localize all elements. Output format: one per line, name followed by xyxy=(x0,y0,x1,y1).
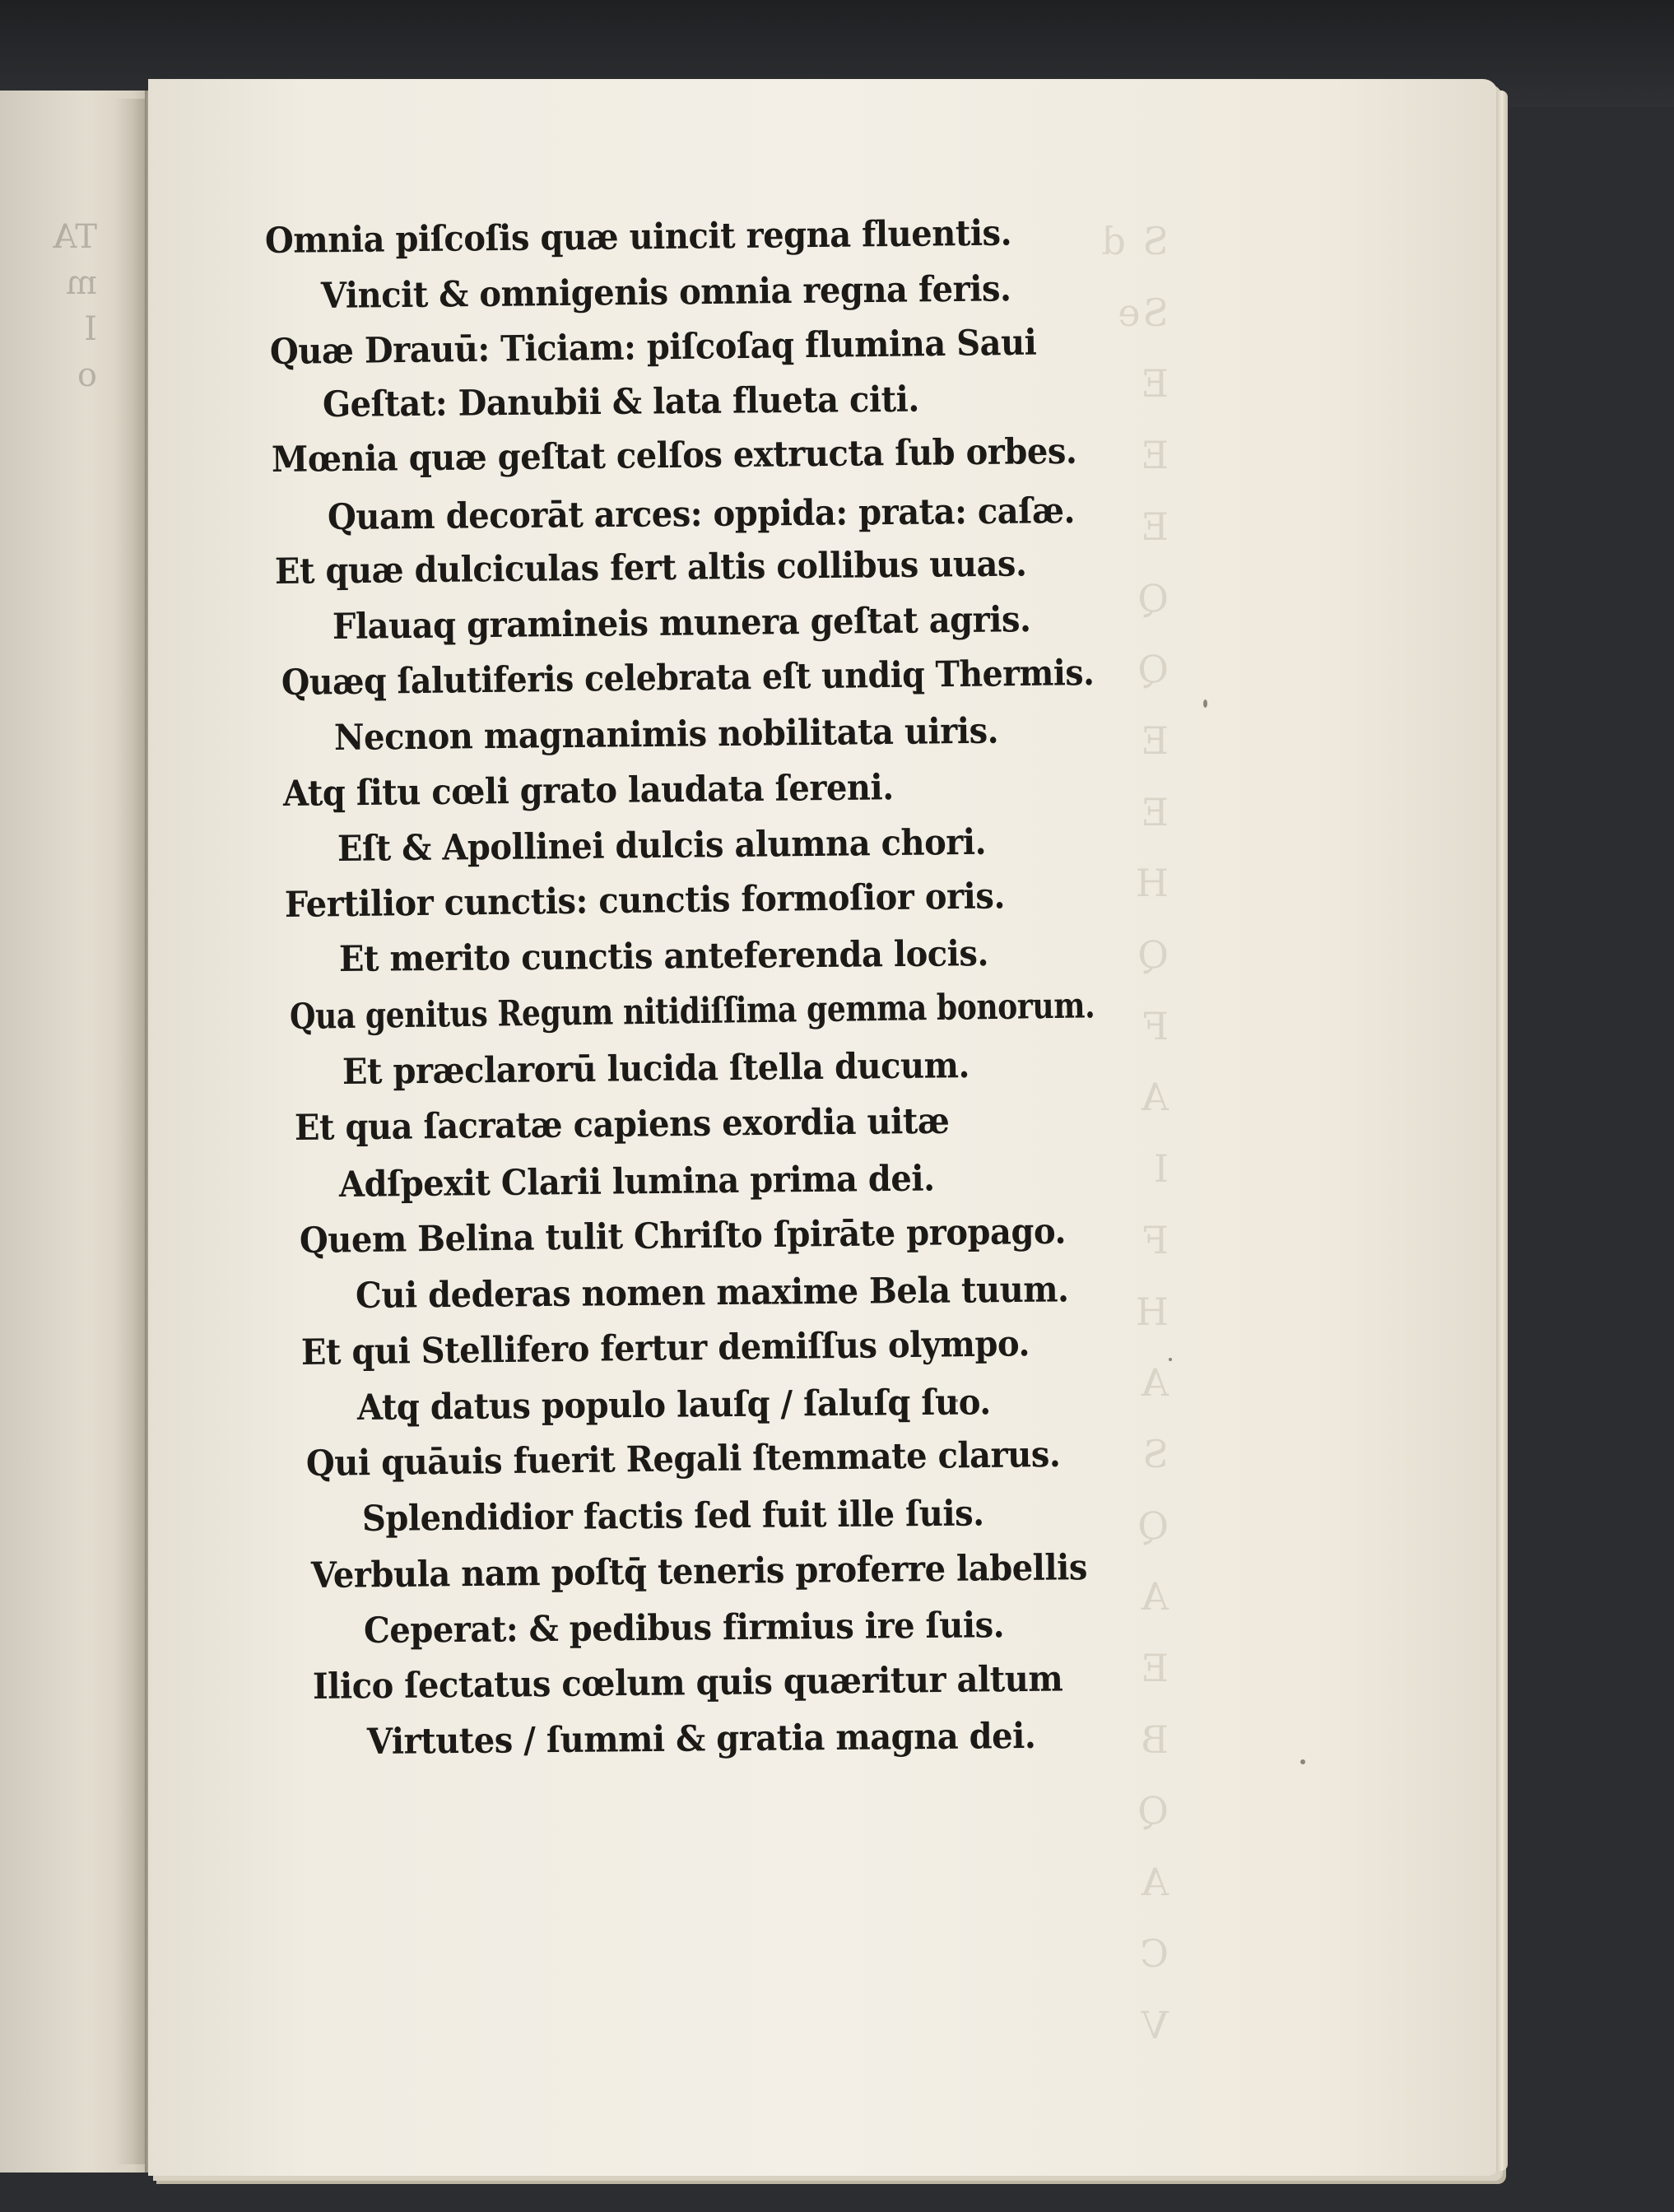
verse-line: Virtutes / ſummi & gratia magna dei. xyxy=(366,1715,1036,1763)
verse-line: Quæ Drauū: Ticiam: piſcoſaq̧ flumina Saui xyxy=(269,322,1037,373)
verse-line: Qua genitus Regum nitidiſſima gemma bonorum. xyxy=(289,985,1095,1038)
left-page-bleed-through: TA m I o xyxy=(53,218,97,394)
verse-line: Geſtat: Danubii & lata flueta citi. xyxy=(322,379,920,425)
verse-line: Eſt & Apollinei dulcis alumna chori. xyxy=(337,821,987,870)
verse-line: Et præclarorū lucida ſtella ducum. xyxy=(342,1045,970,1093)
verse-line: Mœnia quæ geſtat celſos extructa ſub orbes. xyxy=(271,430,1077,481)
verse-line: Et quæ dulciculas fert altis collibus uuas. xyxy=(274,543,1027,592)
verse-line: Et qui Stellifero fertur demiſſus olympo. xyxy=(300,1323,1030,1373)
verse-line: Quem Belina tulit Chriſto ſpirāte propago. xyxy=(299,1211,1067,1262)
verse-line: Quam decorāt arces: oppida: prata: caſæ. xyxy=(327,490,1076,538)
verse-line: Atq̧ datus populo lauſq̧ / ſaluſq̧ ſuo. xyxy=(356,1382,991,1429)
verse-line: Qui quāuis fuerit Regali ſtemmate clarus. xyxy=(305,1434,1061,1485)
verse-line: Verbula nam poſtq̄ teneris proferre labellis xyxy=(310,1547,1088,1596)
verse-line: Flauaq̧ gramineis munera geſtat agris. xyxy=(332,599,1031,648)
verse-line: Ilico ſectatus cœlum quis quæritur altum xyxy=(312,1658,1063,1708)
verse-line: Cui dederas nomen maxime Bela tuum. xyxy=(355,1269,1069,1317)
verse-line: Vincit & omnigenis omnia regna feris. xyxy=(320,268,1011,317)
verse-line: Quæq̧ ſalutiferis celebrata eſt undiq̧ Thermis. xyxy=(281,652,1095,704)
verse-line: Adſpexit Clarii lumina prima dei. xyxy=(338,1158,935,1206)
verse-line: Omnia piſcoſis quæ uincit regna fluentis. xyxy=(264,212,1012,262)
verse-line: Et qua ſacratæ capiens exordia uitæ xyxy=(294,1100,950,1149)
verse-line: Fertilior cunctis: cunctis formoſior oris. xyxy=(284,876,1006,926)
verse-line: Splendidior factis ſed fuit ille ſuis. xyxy=(361,1493,984,1540)
verse-line: Necnon magnanimis nobilitata uiris. xyxy=(333,710,999,759)
verse-line: Atq̧ ſitu cœli grato laudata ſereni. xyxy=(282,767,894,815)
verse-line: Et merito cunctis anteferenda locis. xyxy=(338,933,989,980)
verse-line: Ceperat: & pedibus firmius ire ſuis. xyxy=(363,1605,1005,1652)
